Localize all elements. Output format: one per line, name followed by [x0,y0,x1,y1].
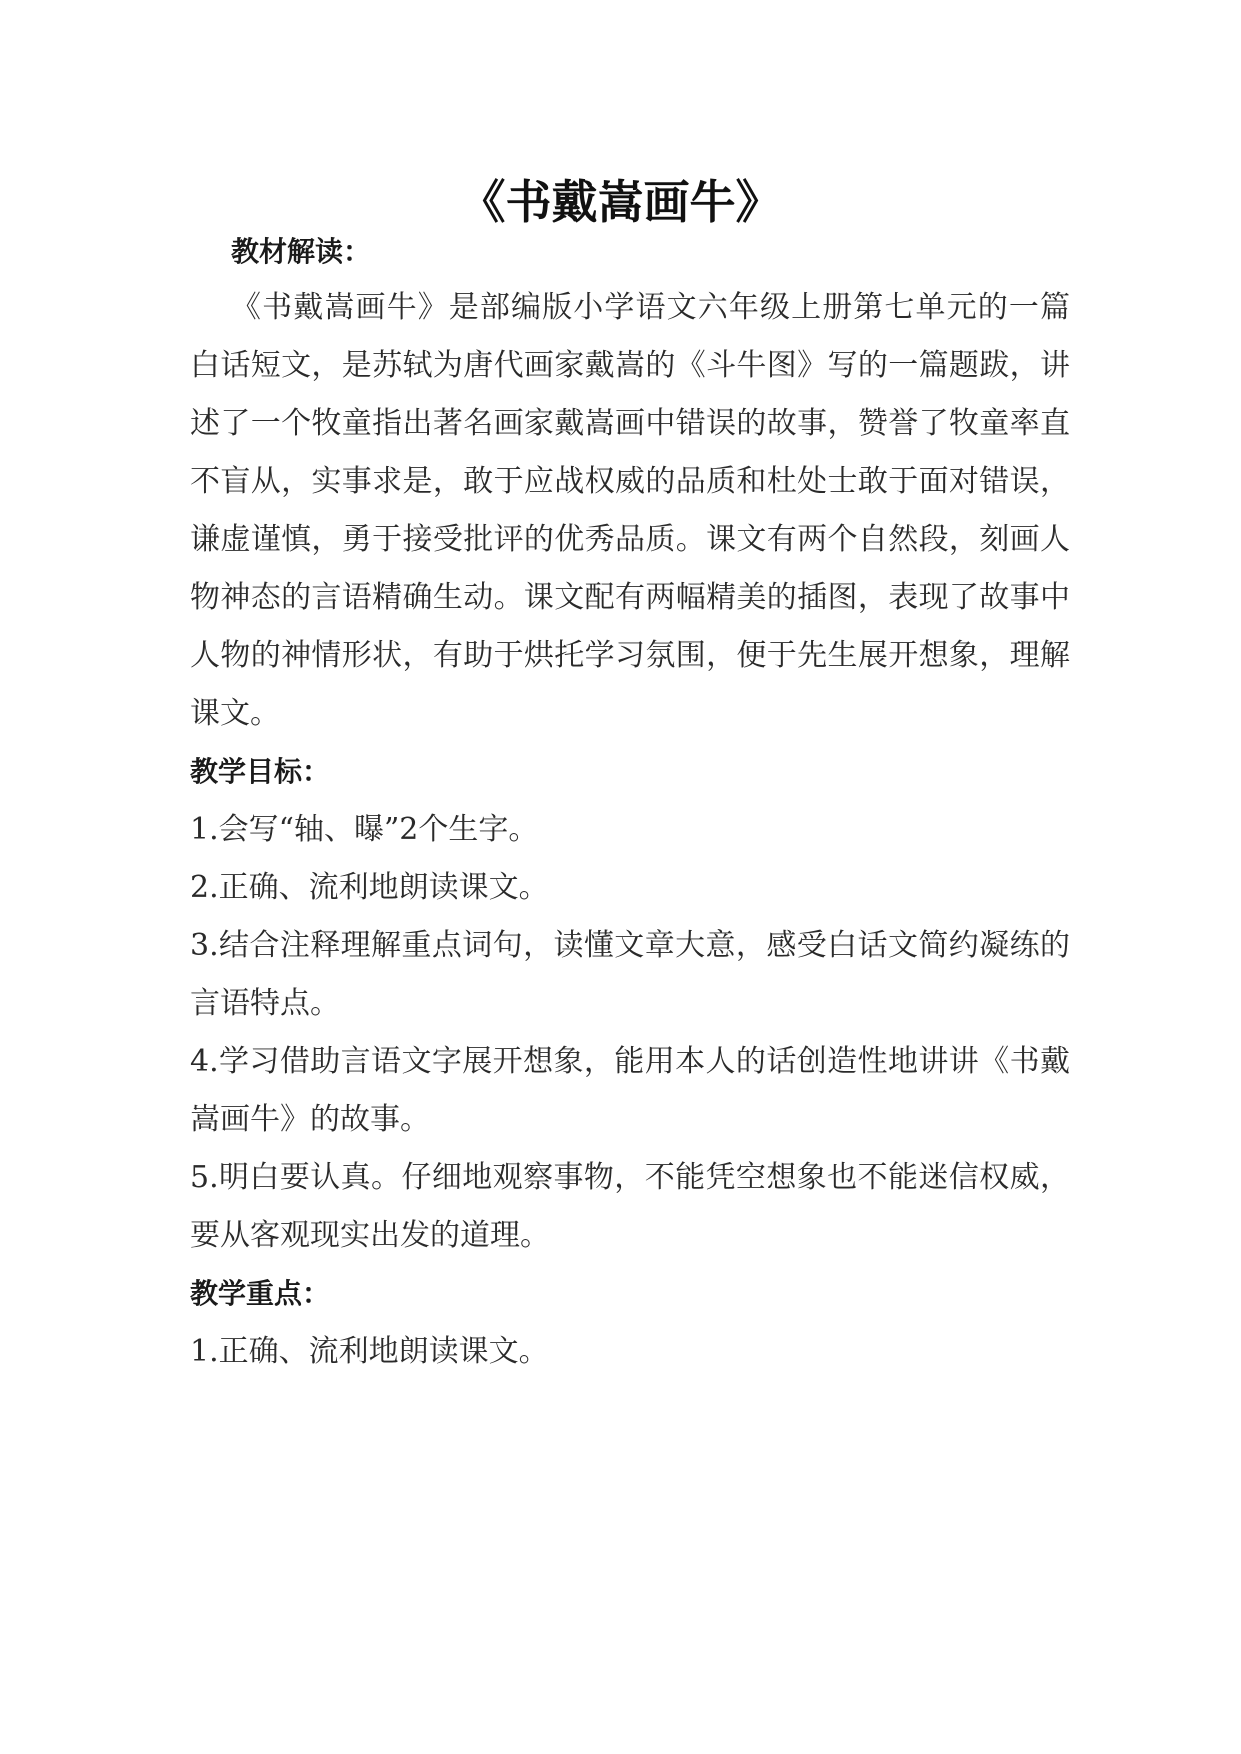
paragraph-line: 白话短文，是苏轼为唐代画家戴嵩的《斗牛图》写的一篇题跋，讲 [190,348,1070,383]
paragraph-line: 人物的神情形状，有助于烘托学习氛围，便于先生展开想象，理解 [190,638,1070,673]
list-item-continuation: 嵩画牛》的故事。 [190,1102,430,1137]
list-item: 5.明白要认真。仔细地观察事物，不能凭空想象也不能迷信权威， [190,1160,1070,1195]
list-item: 1.正确、流利地朗读课文。 [190,1334,549,1369]
paragraph-line: 课文。 [190,696,280,731]
list-item-continuation: 要从客观现实出发的道理。 [190,1218,550,1253]
section-heading-objectives: 教学目标： [190,755,331,788]
list-item: 2.正确、流利地朗读课文。 [190,870,549,905]
list-item: 1.会写“轴、曝”2个生字。 [190,812,539,847]
paragraph-line: 《书戴嵩画牛》是部编版小学语文六年级上册第七单元的一篇 [231,290,1070,325]
document-title: 《书戴嵩画牛》 [459,175,782,229]
list-item: 3.结合注释理解重点词句，读懂文章大意，感受白话文简约凝练的 [190,928,1070,963]
section-heading-key-points: 教学重点： [190,1277,331,1310]
paragraph-line: 不盲从，实事求是，敢于应战权威的品质和杜处士敢于面对错误， [190,464,1070,499]
list-item: 4.学习借助言语文字展开想象，能用本人的话创造性地讲讲《书戴 [190,1044,1070,1079]
paragraph-line: 谦虚谨慎，勇于接受批评的优秀品质。课文有两个自然段，刻画人 [190,522,1070,557]
list-item-continuation: 言语特点。 [190,986,340,1021]
paragraph-line: 述了一个牧童指出著名画家戴嵩画中错误的故事，赞誉了牧童率直 [190,406,1070,441]
paragraph-line: 物神态的言语精确生动。课文配有两幅精美的插图，表现了故事中 [190,580,1070,615]
section-heading-reading: 教材解读： [231,235,372,268]
